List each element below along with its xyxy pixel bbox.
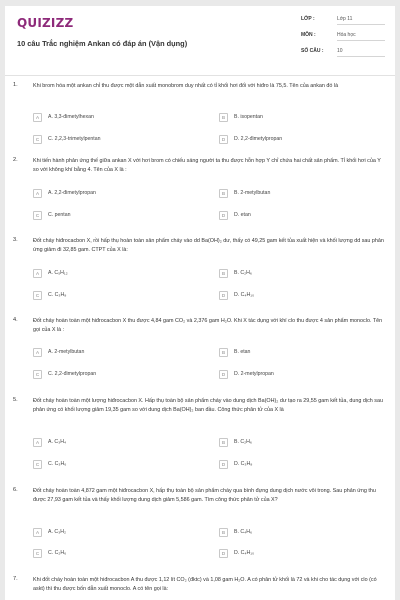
option-c[interactable] [33, 289, 66, 301]
worksheet-title: 10 câu Trắc nghiệm Ankan có đáp án (Vận dụng) [17, 39, 188, 48]
option-c[interactable] [33, 368, 96, 380]
option-text: B. 2-metylbutan [234, 190, 271, 196]
option-letter-box: B [219, 113, 228, 122]
option-text: B. isopentan [234, 114, 263, 120]
option-c[interactable] [33, 547, 66, 559]
worksheet-meta [301, 16, 385, 59]
meta-class-value: Lớp 11 [337, 16, 385, 25]
option-text: D. C₃H₈ [234, 461, 253, 467]
question-text: Đốt cháy hiđrocacbon X, rồi hấp thụ hoàn toàn sản phẩm cháy vào dd Ba(OH)₂ dư, thấy có 49,25 gam kết tủa xuất hiện và khối lượng dd sau phản ứng giảm đi 32,85 gam. CTPT của X là: [33, 238, 384, 253]
option-d[interactable] [219, 458, 252, 470]
meta-subject-value: Hóa học [337, 32, 385, 41]
option-text: C. pentan [48, 212, 71, 218]
option-letter-box: D [219, 549, 228, 558]
option-c[interactable] [33, 209, 71, 221]
option-text: D. C₄H₁₀ [234, 292, 255, 298]
option-text: A. 2,2-đimetylpropan [48, 190, 96, 196]
option-letter-box: C [33, 291, 42, 300]
option-letter-box: B [219, 348, 228, 357]
option-b[interactable] [219, 346, 250, 358]
option-text: D. etan [234, 212, 251, 218]
option-a[interactable] [33, 436, 66, 448]
question-text: Khi đốt cháy hoàn toàn một hiđrocacbon A thu được 1,12 lít CO₂ (đktc) và 1,08 gam H₂O. A có phân tử khối là 72 và khi cho tác dụng với clo (có askt) thì thu được bốn dẫn xuất monoclo. A có tên gọi là: [33, 577, 377, 592]
option-b[interactable] [219, 111, 263, 123]
option-letter-box: B [219, 189, 228, 198]
question-number: 3. [13, 237, 18, 243]
worksheet-header [5, 6, 395, 76]
option-a[interactable] [33, 346, 84, 358]
option-letter-box: D [219, 211, 228, 220]
question-number: 1. [13, 82, 18, 88]
option-letter-box: B [219, 438, 228, 447]
question-text: Đốt cháy hoàn toàn một lượng hiđrocacbon X. Hấp thụ toàn bộ sản phẩm cháy vào dung dịch Ba(OH)₂ dư tạo ra 29,55 gam kết tủa, dung dịch sau phản ứng có khối lượng giảm 19,35 gam so với dung dịch Ba(OH)₂ ban đầu. Công thức phân tử của X là [33, 398, 383, 413]
question-number: 6. [13, 487, 18, 493]
option-letter-box: A [33, 113, 42, 122]
option-d[interactable] [219, 547, 254, 559]
option-letter-box: A [33, 189, 42, 198]
option-letter-box: C [33, 211, 42, 220]
option-letter-box: D [219, 370, 228, 379]
option-text: A. 2-metylbutan [48, 349, 85, 355]
meta-subject-row [301, 32, 385, 43]
option-text: C. C₂H₆ [48, 550, 67, 556]
option-text: C. 2,2-đimetylpropan [48, 371, 97, 377]
option-text: C. 2,2,3-trimetylpentan [48, 136, 101, 142]
option-b[interactable] [219, 267, 252, 279]
option-letter-box: C [33, 460, 42, 469]
option-letter-box: A [33, 528, 42, 537]
option-text: D. C₄H₁₀ [234, 550, 255, 556]
option-letter-box: C [33, 549, 42, 558]
option-letter-box: A [33, 269, 42, 278]
option-letter-box: D [219, 291, 228, 300]
meta-count-row [301, 48, 385, 59]
option-a[interactable] [33, 267, 68, 279]
option-text: C. C₃H₈ [48, 292, 67, 298]
question-number: 7. [13, 576, 18, 582]
option-text: B. C₄H₆ [234, 529, 253, 535]
option-letter-box: D [219, 460, 228, 469]
option-c[interactable] [33, 133, 100, 145]
option-letter-box: D [219, 135, 228, 144]
option-text: B. C₂H₆ [234, 270, 252, 276]
option-a[interactable] [33, 187, 96, 199]
option-d[interactable] [219, 368, 274, 380]
option-letter-box: A [33, 438, 42, 447]
meta-count-value: 10 [337, 48, 385, 57]
option-text: C. C₃H₆ [48, 461, 67, 467]
option-b[interactable] [219, 187, 270, 199]
option-text: A. 3,3-đimetylhexan [48, 114, 94, 120]
meta-count-label: SỐ CÂU : [301, 48, 324, 54]
option-text: D. 2,2-đimetylpropan [234, 136, 283, 142]
meta-subject-label: MÔN : [301, 32, 316, 38]
option-text: A. C₃H₄ [48, 439, 67, 445]
option-d[interactable] [219, 209, 251, 221]
meta-class-row [301, 16, 385, 27]
option-b[interactable] [219, 436, 252, 448]
option-d[interactable] [219, 289, 254, 301]
option-letter-box: C [33, 135, 42, 144]
option-text: A. C₃H₂ [48, 529, 66, 535]
meta-class-label: LỚP : [301, 16, 315, 22]
option-letter-box: B [219, 528, 228, 537]
question-text: Đốt cháy hoàn toàn 4,872 gam một hiđrocacbon X, hấp thụ toàn bộ sản phẩm cháy qua bình đựng dung dịch nước vôi trong. Sau phản ứng thu được 27,93 gam kết tủa và thấy khối lượng dung dịch giảm 5,586 gam. Tìm công thức phân tử của X? [33, 488, 376, 503]
option-letter-box: B [219, 269, 228, 278]
question-number: 5. [13, 397, 18, 403]
question-text: Khi brom hóa một ankan chỉ thu được một dẫn xuất monobrom duy nhất có tỉ khối hơi đối với hiđro là 75,5. Tên của ankan đó là [33, 83, 339, 89]
option-text: B. etan [234, 349, 251, 355]
option-b[interactable] [219, 526, 252, 538]
worksheet-page [5, 6, 395, 600]
quizizz-logo: QUIZIZZ [17, 16, 74, 30]
question-number: 2. [13, 157, 18, 163]
option-text: D. 2-metylpropan [234, 371, 274, 377]
option-a[interactable] [33, 111, 94, 123]
option-text: A. C₅H₁₂ [48, 270, 68, 276]
option-a[interactable] [33, 526, 66, 538]
option-d[interactable] [219, 133, 282, 145]
question-text: Đốt cháy hoàn toàn một hiđrocacbon X thu được 4,84 gam CO₂ và 2,376 gam H₂O. Khi X tác dụng với khí clo thu được 4 sản phẩm monoclo. Tên gọi của X là : [33, 318, 383, 333]
option-letter-box: A [33, 348, 42, 357]
question-number: 4. [13, 317, 18, 323]
question-text: Khi tiến hành phản ứng thế giữa ankan X với hơi brom có chiếu sáng người ta thu được hỗn hợp Y chỉ chứa hai chất sản phẩm. Tỉ khối hơi của Y so với không khí bằng 4. Tên của X là : [33, 158, 381, 173]
option-text: B. C₂H₆ [234, 439, 252, 445]
option-letter-box: C [33, 370, 42, 379]
option-c[interactable] [33, 458, 66, 470]
